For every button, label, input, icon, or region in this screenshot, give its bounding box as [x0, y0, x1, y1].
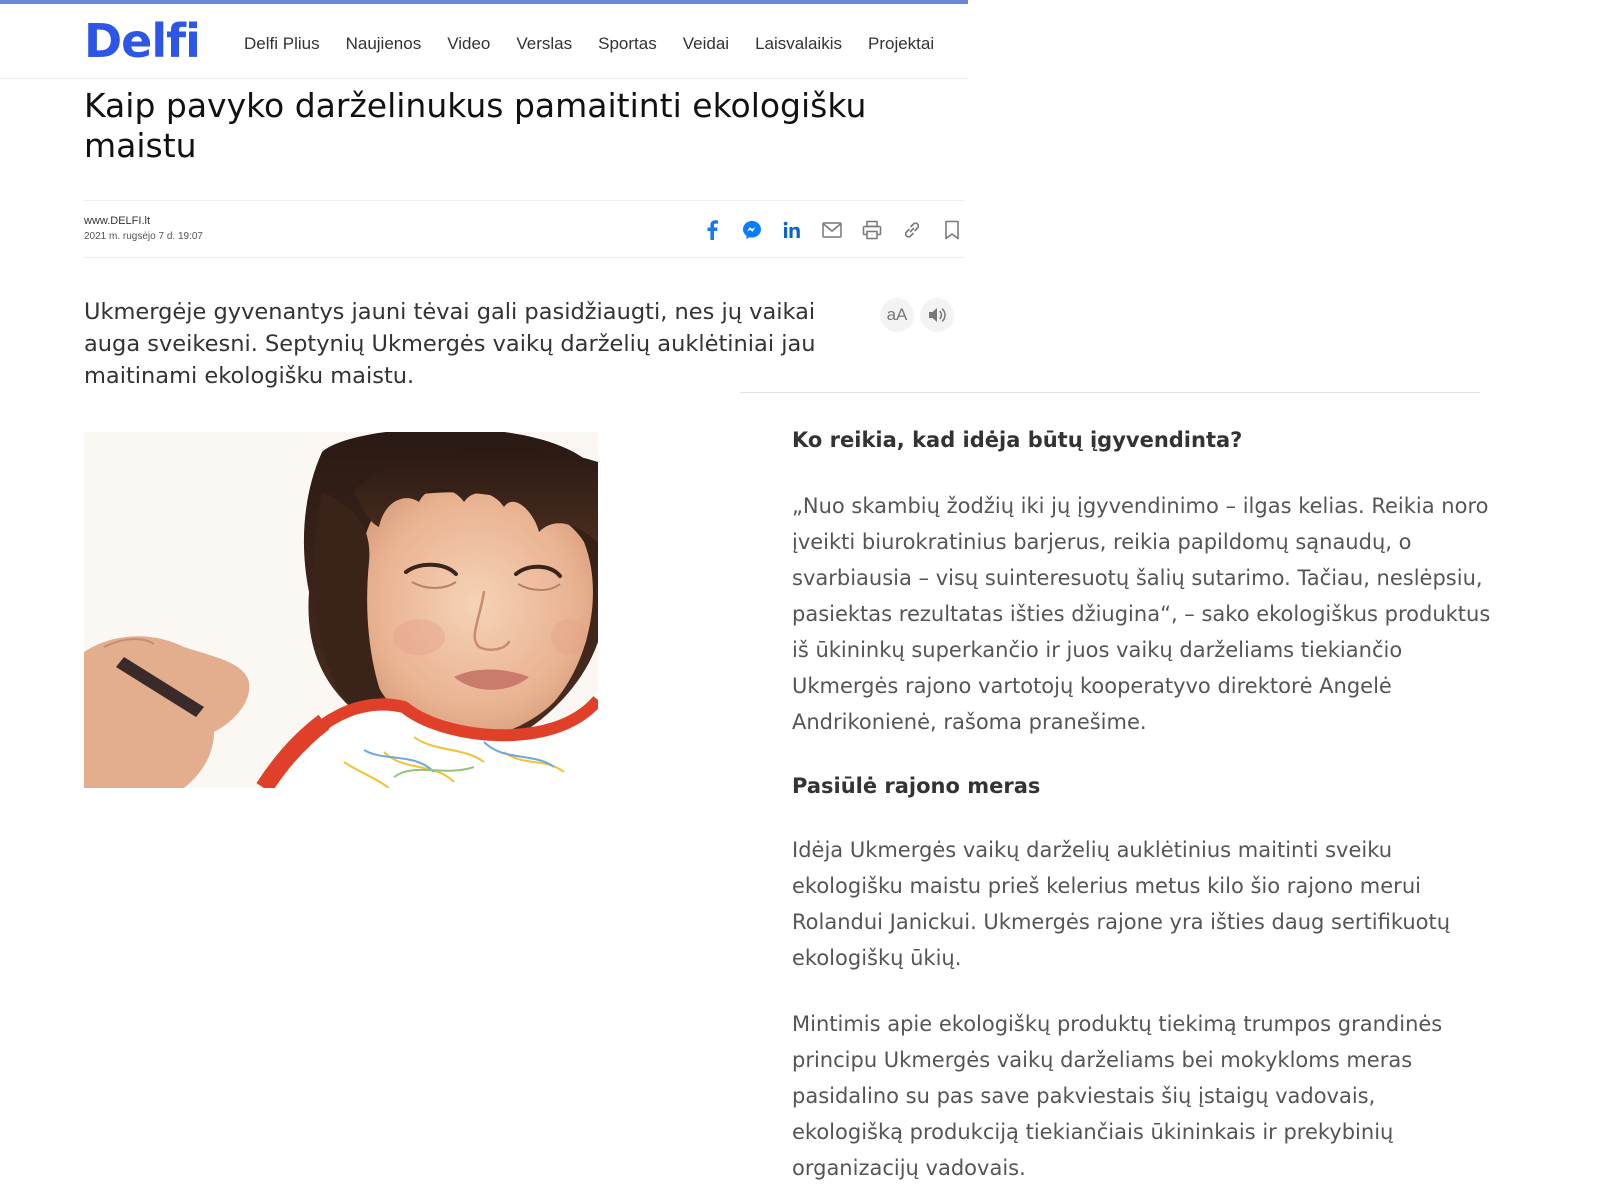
article-image	[84, 432, 598, 788]
main-nav	[244, 34, 960, 54]
article-date: 2021 m. rugsėjo 7 d. 19:07	[84, 231, 203, 242]
nav-item-veidai[interactable]: Veidai	[682, 34, 730, 53]
linkedin-icon[interactable]	[780, 218, 804, 242]
mail-icon[interactable]	[820, 218, 844, 242]
article-body	[792, 424, 1492, 1186]
site-header	[0, 4, 968, 79]
subheading-1: Ko reikia, kad idėja būtų įgyvendinta?	[792, 428, 1243, 452]
bookmark-icon[interactable]	[940, 218, 964, 242]
subheading-2: Pasiūlė rajono meras	[792, 774, 1041, 798]
link-icon[interactable]	[900, 218, 924, 242]
nav-item-verslas[interactable]: Verslas	[516, 34, 573, 53]
speaker-icon[interactable]	[920, 298, 954, 332]
font-size-button[interactable]: aA	[880, 298, 914, 332]
article-meta-bar	[84, 200, 964, 258]
paragraph-2: Idėja Ukmergės vaikų darželių auklėtinius maitinti sveiku ekologišku maistu prieš kelerius metus kilo šio rajono merui Rolandui Janickui. Ukmergės rajone yra išties daug sertifikuotų ekologiškų ūkių.	[792, 838, 1451, 970]
nav-item-video[interactable]: Video	[447, 34, 491, 53]
messenger-icon[interactable]	[740, 218, 764, 242]
paragraph-3: Mintimis apie ekologiškų produktų tiekimą trumpos grandinės principu Ukmergės vaikų darželiams bei mokykloms meras pasidalino su pas save pakviestais šių įstaigų vadovais, ekologišką produkciją tiekiančiais ūkininkais ir prekybinių organizacijų vadovais.	[792, 1012, 1443, 1180]
nav-item-naujienos[interactable]: Naujienos	[345, 34, 422, 53]
nav-item-projektai[interactable]: Projektai	[868, 34, 935, 53]
nav-item-sportas[interactable]: Sportas	[598, 34, 657, 53]
article-title: Kaip pavyko darželinukus pamaitinti ekologišku maistu	[84, 86, 867, 165]
nav-item-delfi-plius[interactable]: Delfi Plius	[244, 34, 320, 53]
lead-tools	[880, 298, 960, 332]
share-toolbar	[684, 218, 964, 242]
facebook-icon[interactable]	[700, 218, 724, 242]
nav-item-laisvalaikis[interactable]: Laisvalaikis	[755, 34, 842, 53]
paragraph-1: „Nuo skambių žodžių iki jų įgyvendinimo – ilgas kelias. Reikia noro įveikti biurokratinius barjerus, reikia papildomų sąnaudų, o svarbiausia – visų suinteresuotų šalių sutarimo. Tačiau, neslėpsiu, pasiektas rezultatas išties džiugina“, – sako ekologiškus produktus iš ūkininkų superkančio ir juos vaikų darželiams tiekiančio Ukmergės rajono vartotojų kooperatyvo direktorė Angelė Andrikonienė, rašoma pranešime.	[792, 494, 1491, 734]
delfi-logo[interactable]: Delfi	[84, 14, 200, 68]
section-divider	[740, 392, 1480, 393]
article-lead: Ukmergėje gyvenantys jauni tėvai gali pasidžiaugti, nes jų vaikai auga sveikesni. Septynių Ukmergės vaikų darželių auklėtiniai jau maitinami ekologišku maistu.	[84, 299, 816, 389]
print-icon[interactable]	[860, 218, 884, 242]
article-source: www.DELFI.lt	[84, 215, 151, 227]
